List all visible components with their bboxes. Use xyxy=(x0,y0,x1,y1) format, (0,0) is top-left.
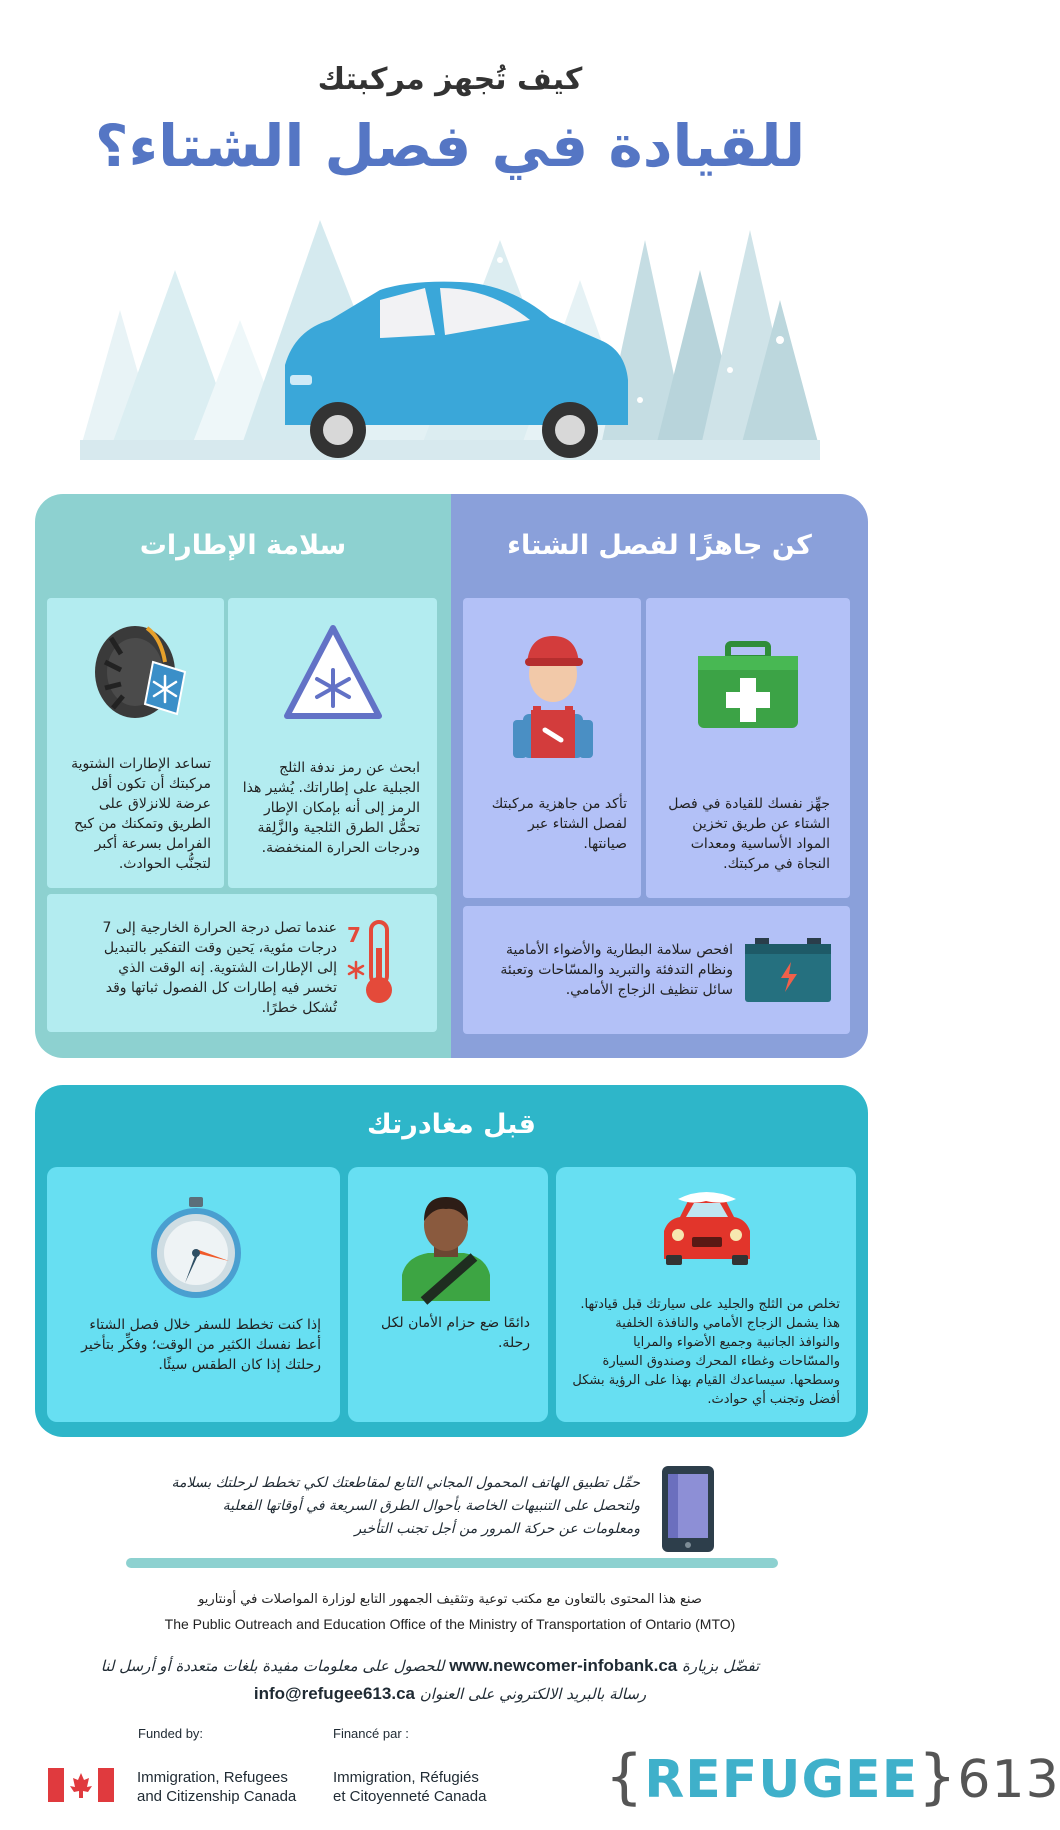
contact-line xyxy=(80,1656,780,1676)
before-leaving-title: قبل مغادرتك xyxy=(367,1109,536,1140)
first-aid-kit-icon xyxy=(698,640,798,730)
clear-snow-text: تخلص من الثلج والجليد على سيارتك قبل قيادتها. هذا يشمل الزجاج الأمامي والنافذة الخلفية والنوافذ الجانبية وجميع الأضواء والمرايا والمسّاحات وغطاء المحرك وصندوق السيارة وسطحها. سيساعدك القيام بهذا على الرؤية بشكل أفضل وتجنب أي حوادث. xyxy=(572,1297,840,1407)
org-fr-line-1: Immigration, Réfugiés xyxy=(333,1769,479,1786)
plan-travel-text: إذا كنت تخطط للسفر خلال فصل الشتاء أعط نفسك الكثير من الوقت؛ وفكِّر بتأخير رحلتك إذا كان الطقس سيئًا. xyxy=(81,1317,321,1373)
org-name-french xyxy=(333,1768,486,1806)
logo-number: 613 xyxy=(957,1750,1060,1810)
canada-flag-icon xyxy=(48,1768,114,1802)
org-en-line-2: and Citizenship Canada xyxy=(137,1788,297,1805)
website-link[interactable]: www.newcomer-infobank.ca xyxy=(449,1656,678,1675)
card-plan-travel xyxy=(47,1167,340,1422)
battery-check-text: افحص سلامة البطارية والأضواء الأمامية ونظام التدفئة والتبريد والمسّاحات وتعبئة سائل تنظيف الزجاج الأمامي. xyxy=(500,942,733,998)
snow-covered-car-icon xyxy=(654,1189,758,1265)
temperature-text: عندما تصل درجة الحرارة الخارجية إلى 7 درجات مئوية، يَحين وقت التفكير بالتبديل إلى الإطارات الشتوية. إنه الوقت الذي تخسر فيه إطارات كل الفصول ثباتها وقد تُشكل خطرًا. xyxy=(102,920,337,1016)
thermometer-icon xyxy=(345,918,405,1008)
card-seatbelt xyxy=(348,1167,548,1422)
card-snowflake-symbol xyxy=(228,598,437,888)
card-battery-check xyxy=(463,906,850,1034)
email-link[interactable]: info@refugee613.ca xyxy=(253,1684,415,1703)
tire-safety-title: سلامة الإطارات xyxy=(139,530,347,561)
mobile-phone-icon xyxy=(662,1466,714,1552)
tire-safety-panel xyxy=(35,494,451,1058)
seatbelt-text: دائمًا ضع حزام الأمان لكل رحلة. xyxy=(381,1315,530,1351)
winter-ready-panel xyxy=(451,494,868,1058)
mountain-snowflake-icon xyxy=(283,624,383,720)
app-note-line-3: ومعلومات عن حركة المرور من أجل تجنب التأخير xyxy=(354,1521,640,1537)
email-text: رسالة بالبريد الالكتروني على العنوان xyxy=(419,1685,647,1703)
seatbelt-person-icon xyxy=(394,1191,498,1301)
thermometer-value: 7 xyxy=(347,923,361,947)
winter-ready-title: كن جاهزًا لفصل الشتاء xyxy=(507,530,812,561)
winter-tire-icon xyxy=(91,618,191,728)
refugee613-logo: {REFUGEE}613 xyxy=(605,1742,1060,1812)
mechanic-icon xyxy=(503,628,603,758)
stopwatch-icon xyxy=(151,1197,241,1297)
battery-icon xyxy=(745,936,831,1002)
card-clear-snow xyxy=(556,1167,856,1422)
subtitle: كيف تُجهز مركبتك xyxy=(317,62,583,97)
email-line xyxy=(150,1684,750,1704)
org-en-line-1: Immigration, Refugees xyxy=(137,1769,288,1786)
org-name-english xyxy=(137,1768,296,1806)
visit-prefix: تفضّل بزيارة xyxy=(682,1657,760,1675)
app-note-line-1: حمِّل تطبيق الهاتف المحمول المجاني التابع لمقاطعتك لكي تخطط لرحلتك بسلامة xyxy=(171,1475,640,1491)
card-survival-kit xyxy=(646,598,850,898)
survival-kit-text: جهِّز نفسك للقيادة في فصل الشتاء عن طريق تخزين المواد الأساسية ومعدات النجاة في مركبتك. xyxy=(668,796,830,872)
maintenance-text: تأكد من جاهزية مركبتك لفصل الشتاء عبر صيانتها. xyxy=(491,796,627,852)
funded-by-label: Funded by: xyxy=(138,1726,204,1741)
org-fr-line-2: et Citoyenneté Canada xyxy=(333,1788,487,1805)
page-title: للقيادة في فصل الشتاء؟ xyxy=(94,112,806,180)
app-note xyxy=(140,1472,640,1541)
credits-english: The Public Outreach and Education Office of the Ministry of Transportation of Ontario (MTO) xyxy=(164,1616,736,1632)
logo-word: REFUGEE xyxy=(644,1750,919,1810)
credits-arabic: صنع هذا المحتوى بالتعاون مع مكتب توعية وتثقيف الجمهور التابع لوزارة المواصلات في أونتاريو xyxy=(198,1592,702,1607)
before-leaving-panel xyxy=(35,1085,868,1437)
snowflake-symbol-text: ابحث عن رمز ندفة الثلج الجبلية على إطاراتك. يُشير هذا الرمز إلى أنه بإمكان الإطار تحمُّل الطرق الثلجية والزَّلِقة ودرجات الحرارة المنخفضة. xyxy=(242,760,420,856)
card-maintenance xyxy=(463,598,641,898)
visit-suffix: للحصول على معلومات مفيدة بلغات متعددة أو أرسل لنا xyxy=(100,1657,445,1675)
winter-tires-text: تساعد الإطارات الشتوية مركبتك أن تكون أقل عرضة للانزلاق على الطريق وتمكنك من كبح الفرامل بسرعة أكبر لتجنُّب الحوادث. xyxy=(71,756,211,872)
app-note-line-2: ولتحصل على التنبيهات الخاصة بأحوال الطرق السريعة في أوقاتها الفعلية xyxy=(222,1498,640,1514)
card-temperature xyxy=(47,894,437,1032)
winter-car-illustration xyxy=(80,200,820,460)
finance-par-label: Financé par : xyxy=(333,1726,409,1741)
card-winter-tires xyxy=(47,598,224,888)
divider-bar xyxy=(126,1558,778,1568)
